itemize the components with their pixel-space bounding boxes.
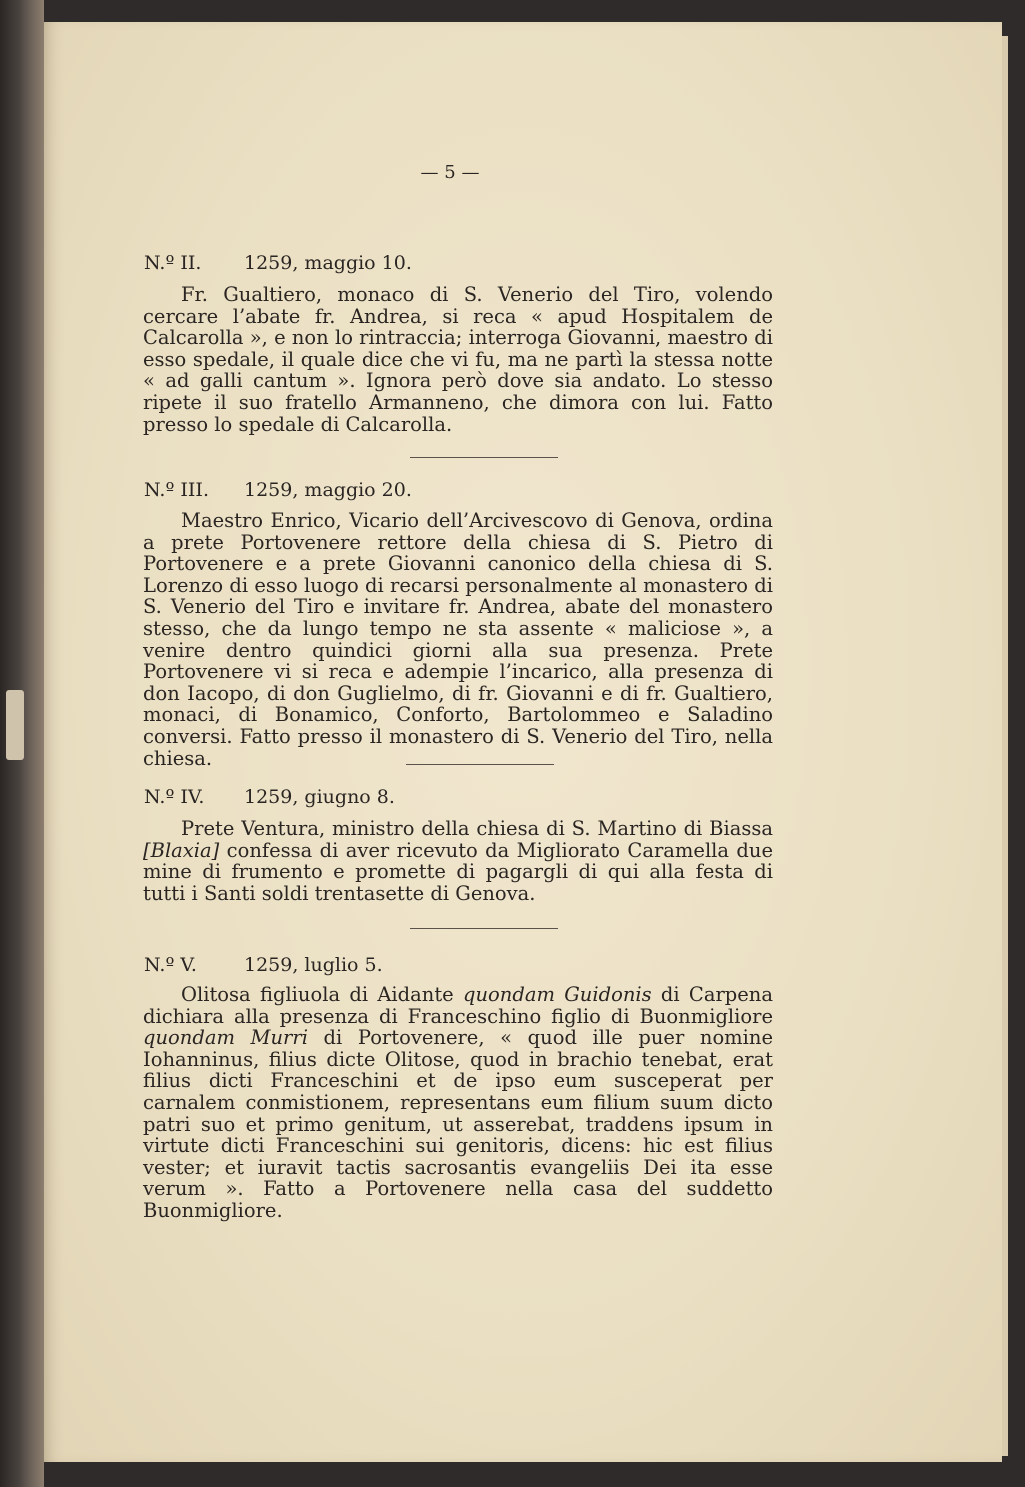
- document-text-part: Olitosa figliuola di Aidante: [181, 983, 463, 1006]
- document-date: 1259, maggio 20.: [244, 479, 412, 501]
- document-text-part: confessa di aver ricevuto da Migliorato Caramella due mine di frumento e promette di pagargli di qui alla festa di tutti i Santi soldi trentasette di Genova.: [143, 838, 773, 905]
- document-text-part: di Portovenere, « quod ille puer nomine Iohanninus, filius dicte Olitose, quod in brachio tenebat, erat filius dicti Franceschini et de ipso eum susceperat per carnalem conmistionem, representans eum filium suum dicto patri suo et primo genitum, ut asserebat, traddens ipsum in virtute dicti Franceschini sui genitoris, dicens: hic est filius vester; et iuravit tactis sacrosantis evangeliis Dei ita esse verum ». Fatto a Portovenere nella casa del suddetto Buonmigliore.: [143, 1026, 774, 1222]
- document-heading: [144, 252, 412, 274]
- document-body: [143, 284, 773, 435]
- page-edge: [1002, 36, 1008, 1456]
- document-text: Fr. Gualtiero, monaco di S. Venerio del Tiro, volendo cercare l’abate fr. Andrea, si reca « apud Hospitalem de Calcarolla », e non lo rintraccia; interroga Giovanni, maestro di esso spedale, il quale dice che vi fu, ma ne partì la stessa notte « ad galli cantum ». Ignora però dove sia andato. Lo stesso ripete il suo fratello Armanneno, che dimora con lui. Fatto presso lo spedale di Calcarolla.: [143, 283, 773, 436]
- document-text-part: di Carpena dichiara alla presenza di Franceschino figlio di Buonmigliore: [143, 983, 773, 1028]
- document-text-italic: quondam Murri: [143, 1026, 308, 1050]
- document-heading: [144, 479, 412, 501]
- document-body: [143, 510, 773, 769]
- document-date: 1259, giugno 8.: [244, 786, 395, 808]
- document-text-italic: [Blaxia]: [143, 838, 220, 862]
- document-date: 1259, maggio 10.: [244, 252, 412, 274]
- section-divider: [406, 764, 554, 765]
- document-body: [143, 984, 773, 1222]
- document-heading: [144, 786, 395, 808]
- section-divider: [410, 457, 558, 458]
- document-text: Maestro Enrico, Vicario dell’Arcivescovo di Genova, ordina a prete Portovenere rettore della chiesa di S. Pietro di Portovenere e a prete Giovanni canonico della chiesa di S. Lorenzo di esso luogo di recarsi personalmente al monastero di S. Venerio del Tiro e invitare fr. Andrea, abate del monastero stesso, che da lungo tempo ne sta assente « maliciose », a venire dentro quindici giorni alla sua presenza. Prete Portovenere vi si reca e adempie l’incarico, alla presenza di don Iacopo, di don Guglielmo, di fr. Giovanni e di fr. Gualtiero, monaci, di Bonamico, Conforto, Bartolommeo e Saladino conversi. Fatto presso il monastero di S. Venerio del Tiro, nella chiesa.: [143, 509, 773, 770]
- document-number: N.º II.: [144, 252, 202, 274]
- document-number: N.º IV.: [144, 786, 205, 808]
- document-text-part: Prete Ventura, ministro della chiesa di S. Martino di Biassa: [181, 817, 773, 840]
- document-heading: [144, 954, 383, 976]
- document-number: N.º V.: [144, 954, 197, 976]
- document-date: 1259, luglio 5.: [244, 954, 383, 976]
- book-spine: [0, 0, 44, 1487]
- document-text-italic: quondam Guidonis: [463, 983, 652, 1006]
- spine-tab: [6, 690, 24, 760]
- section-divider: [410, 928, 558, 929]
- document-body: [143, 818, 773, 904]
- document-number: N.º III.: [144, 479, 209, 501]
- page-number: — 5 —: [420, 162, 480, 183]
